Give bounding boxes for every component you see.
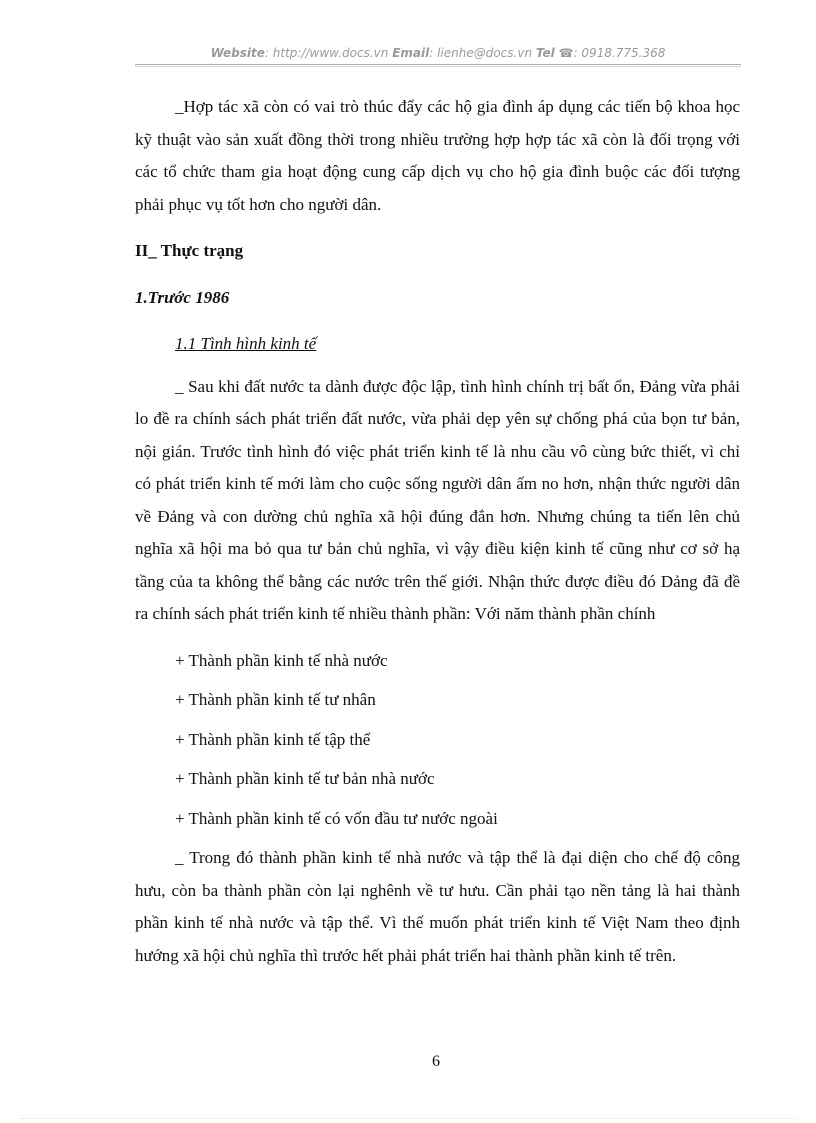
- economic-sector-list: [135, 645, 740, 836]
- phone-icon: ☎: [558, 46, 574, 60]
- paragraph-economic-situation: _ Sau khi đất nước ta dành được độc lập, tình hình chính trị bất ổn, Đảng vừa phải lo đề ra chính sách phát triển đất nước, vừa phải dẹp yên sự chống phá của bọn tư bản, nội gián. Trước tình hình đó việc phát triển kinh tế là nhu cầu vô cùng bức thiết, vì chỉ có phát triển kinh tế mới làm cho cuộc sống người dân ấm no hơn, nhận thức người dân về Đảng và con dường chủ nghĩa xã hội đúng đắn hơn. Nhưng chúng ta tiến lên chủ nghĩa xã hội ma bỏ qua tư bản chủ nghĩa, vì vậy điều kiện kinh tế cũng như cơ sở hạ tầng của ta không thể bằng các nước trên thế giới. Nhận thức được điều đó Dảng đã đề ra chính sách phát triển kinh tế nhiều thành phần: Với năm thành phần chính: [135, 376, 740, 623]
- page-header: [135, 46, 741, 60]
- tel-label: Tel: [535, 46, 555, 60]
- email-label: Email: [392, 46, 430, 60]
- list-item: + Thành phần kinh tế nhà nước: [175, 650, 388, 670]
- list-item: + Thành phần kinh tế có vốn đầu tư nước ngoài: [175, 808, 498, 828]
- list-item: + Thành phần kinh tế tập thể: [175, 729, 371, 749]
- header-divider: [135, 64, 741, 67]
- page-number: 6: [432, 1053, 440, 1070]
- tel-value: : 0918.775.368: [573, 46, 666, 60]
- section-heading-before-1986: 1.Trước 1986: [135, 287, 230, 307]
- section-heading-economy: 1.1 Tình hình kinh tế: [175, 334, 317, 353]
- email-value: : lienhe@docs.vn: [429, 46, 533, 60]
- list-item: + Thành phần kinh tế tư nhân: [175, 690, 376, 709]
- website-value: : http://www.docs.vn: [264, 46, 389, 60]
- document-body: [135, 91, 740, 986]
- website-label: Website: [210, 46, 265, 60]
- page-bottom-border: [20, 1118, 796, 1119]
- paragraph-sector-analysis: _ Trong đó thành phần kinh tế nhà nước và tập thể là đại diện cho chế độ công hưu, còn ba thành phần còn lại nghênh về tư hưu. Cần phải tạo nền tảng là hai thành phần kinh tế nhà nước và tập thể. Vì thế muốn phát triển kinh tế Việt Nam theo định hướng xã hội chủ nghĩa thì trước hết phải phát triển hai thành phần kinh tế trên.: [135, 848, 740, 965]
- paragraph-cooperative-role: _Hợp tác xã còn có vai trò thúc đẩy các hộ gia đình áp dụng các tiến bộ khoa học kỹ thuật vào sản xuất đồng thời trong nhiều trường hợp hợp tác xã còn là đối trọng với các tổ chức tham gia hoạt động cung cấp dịch vụ cho hộ gia đình buộc các đối tượng phải phục vụ tốt hơn cho người dân.: [135, 97, 740, 214]
- list-item: + Thành phần kinh tế tư bản nhà nước: [175, 769, 435, 788]
- section-heading-status: II_ Thực trạng: [135, 241, 244, 260]
